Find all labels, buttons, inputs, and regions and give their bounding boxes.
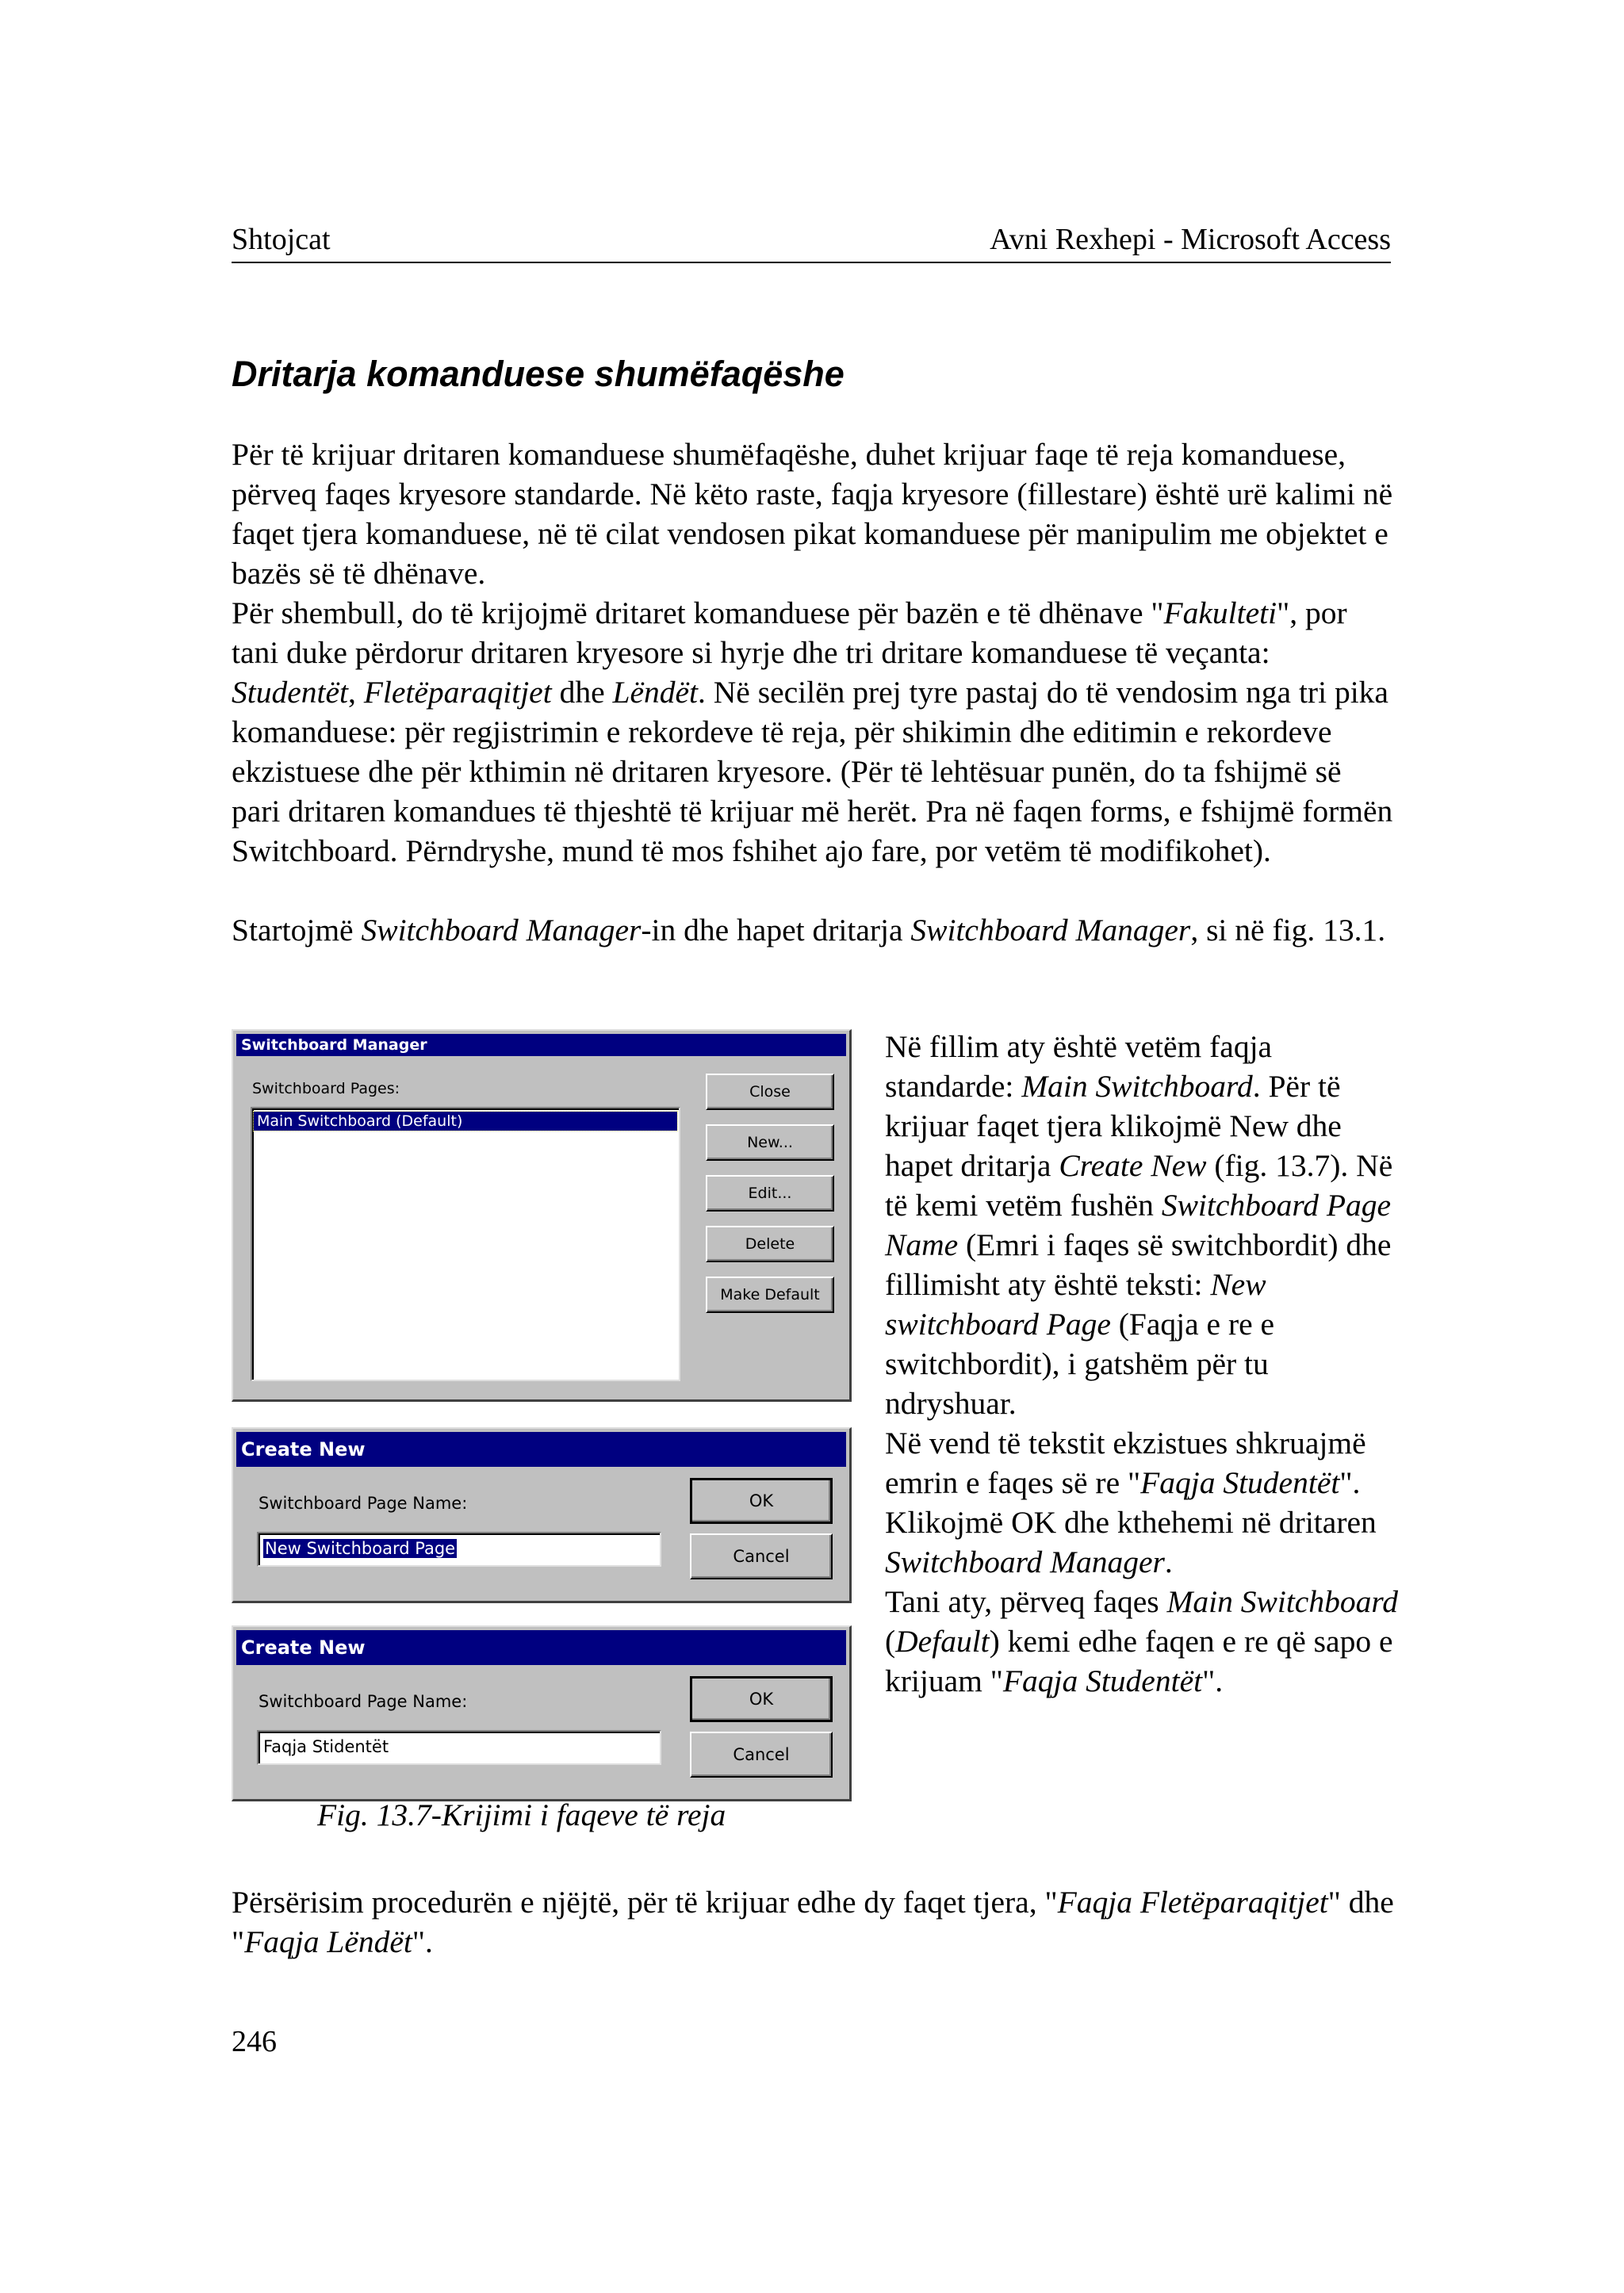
list-item[interactable]: Main Switchboard (Default) bbox=[254, 1112, 677, 1131]
ok-button-1[interactable]: OK bbox=[690, 1478, 833, 1524]
side-column-text bbox=[885, 1027, 1400, 1701]
page-name-input-2[interactable]: Faqja Stidentët bbox=[257, 1730, 661, 1765]
page-number: 246 bbox=[232, 2025, 277, 2058]
side-paragraph-3: Tani aty, përveq faqes Main Switchboard (Default) kemi edhe faqen e re që sapo e krijuam "Faqja Studentët". bbox=[885, 1584, 1398, 1698]
create-new-dialog-2 bbox=[232, 1625, 852, 1801]
delete-button[interactable]: Delete bbox=[706, 1226, 834, 1262]
ok-button-2[interactable]: OK bbox=[690, 1676, 833, 1722]
side-paragraph-2: Në vend të tekstit ekzistues shkruajmë emrin e faqes së re "Faqja Studentët". Klikojmë OK dhe kthehemi në dritaren Switchboard Manager. bbox=[885, 1426, 1377, 1579]
header-left: Shtojcat bbox=[232, 223, 331, 256]
page-name-label-1: Switchboard Page Name: bbox=[259, 1494, 468, 1513]
paragraph-3: Startojmë Switchboard Manager-in dhe hapet dritarja Switchboard Manager, si në fig. 13.1. bbox=[232, 913, 1386, 947]
edit-button[interactable]: Edit... bbox=[706, 1175, 834, 1212]
intro-text bbox=[232, 434, 1397, 950]
closing-paragraph: Përsërisim procedurën e njëjtë, për të krijuar edhe dy faqet tjera, "Faqja Fletëparaqitjet" dhe "Faqja Lëndët". bbox=[232, 1885, 1394, 1959]
page-name-label-2: Switchboard Page Name: bbox=[259, 1692, 468, 1711]
switchboard-manager-dialog bbox=[232, 1029, 852, 1402]
make-default-button[interactable]: Make Default bbox=[706, 1277, 834, 1313]
paragraph-2: Për shembull, do të krijojmë dritaret komanduese për bazën e të dhënave "Fakulteti", por tani duke përdorur dritaren kryesore si hyrje dhe tri dritare komanduese të veçanta: Studentët, Fletëparaqitjet dhe Lëndët. Në secilën prej tyre pastaj do të vendosim nga tri pika komanduese: për regjistrimin e rekordeve të reja, për shikimin dhe editimin e rekordeve ekzistuese dhe për kthimin në dritaren kryesore. (Për të lehtësuar punën, do ta fshijmë së pari dritaren komandues të thjeshtë të krijuar më herët. Pra në faqen forms, e fshijmë formën Switchboard. Përndryshe, mund të mos fshihet ajo fare, por vetëm të modifikohet). bbox=[232, 595, 1393, 868]
close-button[interactable]: Close bbox=[706, 1074, 834, 1110]
selected-text: New Switchboard Page bbox=[265, 1539, 456, 1558]
create-new-2-title-bar: Create New bbox=[236, 1630, 846, 1665]
paragraph-1: Për të krijuar dritaren komanduese shumëfaqëshe, duhet krijuar faqe të reja komanduese, përveq faqes kryesore standarde. Në këto raste, faqja kryesore (fillestare) është urë kalimi në faqet tjera komanduese, në të cilat vendosen pikat komanduese për manipulim me objektet e bazës së të dhënave. bbox=[232, 437, 1393, 591]
manager-title-bar: Switchboard Manager bbox=[236, 1034, 846, 1056]
pages-listbox[interactable] bbox=[251, 1107, 680, 1381]
header-right: Avni Rexhepi - Microsoft Access bbox=[990, 223, 1391, 256]
running-header bbox=[232, 222, 1391, 263]
side-paragraph-1: Në fillim aty është vetëm faqja standarde: Main Switchboard. Për të krijuar faqet tjera klikojmë New dhe hapet dritarja Create New (fig. 13.7). Në të kemi vetëm fushën Switchboard Page Name (Emri i faqes së switchbordit) dhe fillimisht aty është teksti: New switchboard Page (Faqja e re e switchbordit), i gatshëm për tu ndryshuar. bbox=[885, 1029, 1393, 1421]
page-name-input-1[interactable] bbox=[257, 1532, 661, 1567]
cancel-button-2[interactable]: Cancel bbox=[690, 1732, 833, 1778]
cancel-button-1[interactable]: Cancel bbox=[690, 1533, 833, 1579]
create-new-dialog-1 bbox=[232, 1427, 852, 1603]
new-button[interactable]: New... bbox=[706, 1124, 834, 1161]
create-new-1-title-bar: Create New bbox=[236, 1432, 846, 1467]
figure-caption: Fig. 13.7-Krijimi i faqeve të reja bbox=[317, 1797, 726, 1832]
section-heading: Dritarja komanduese shumëfaqëshe bbox=[232, 354, 845, 394]
pages-label: Switchboard Pages: bbox=[252, 1080, 400, 1097]
